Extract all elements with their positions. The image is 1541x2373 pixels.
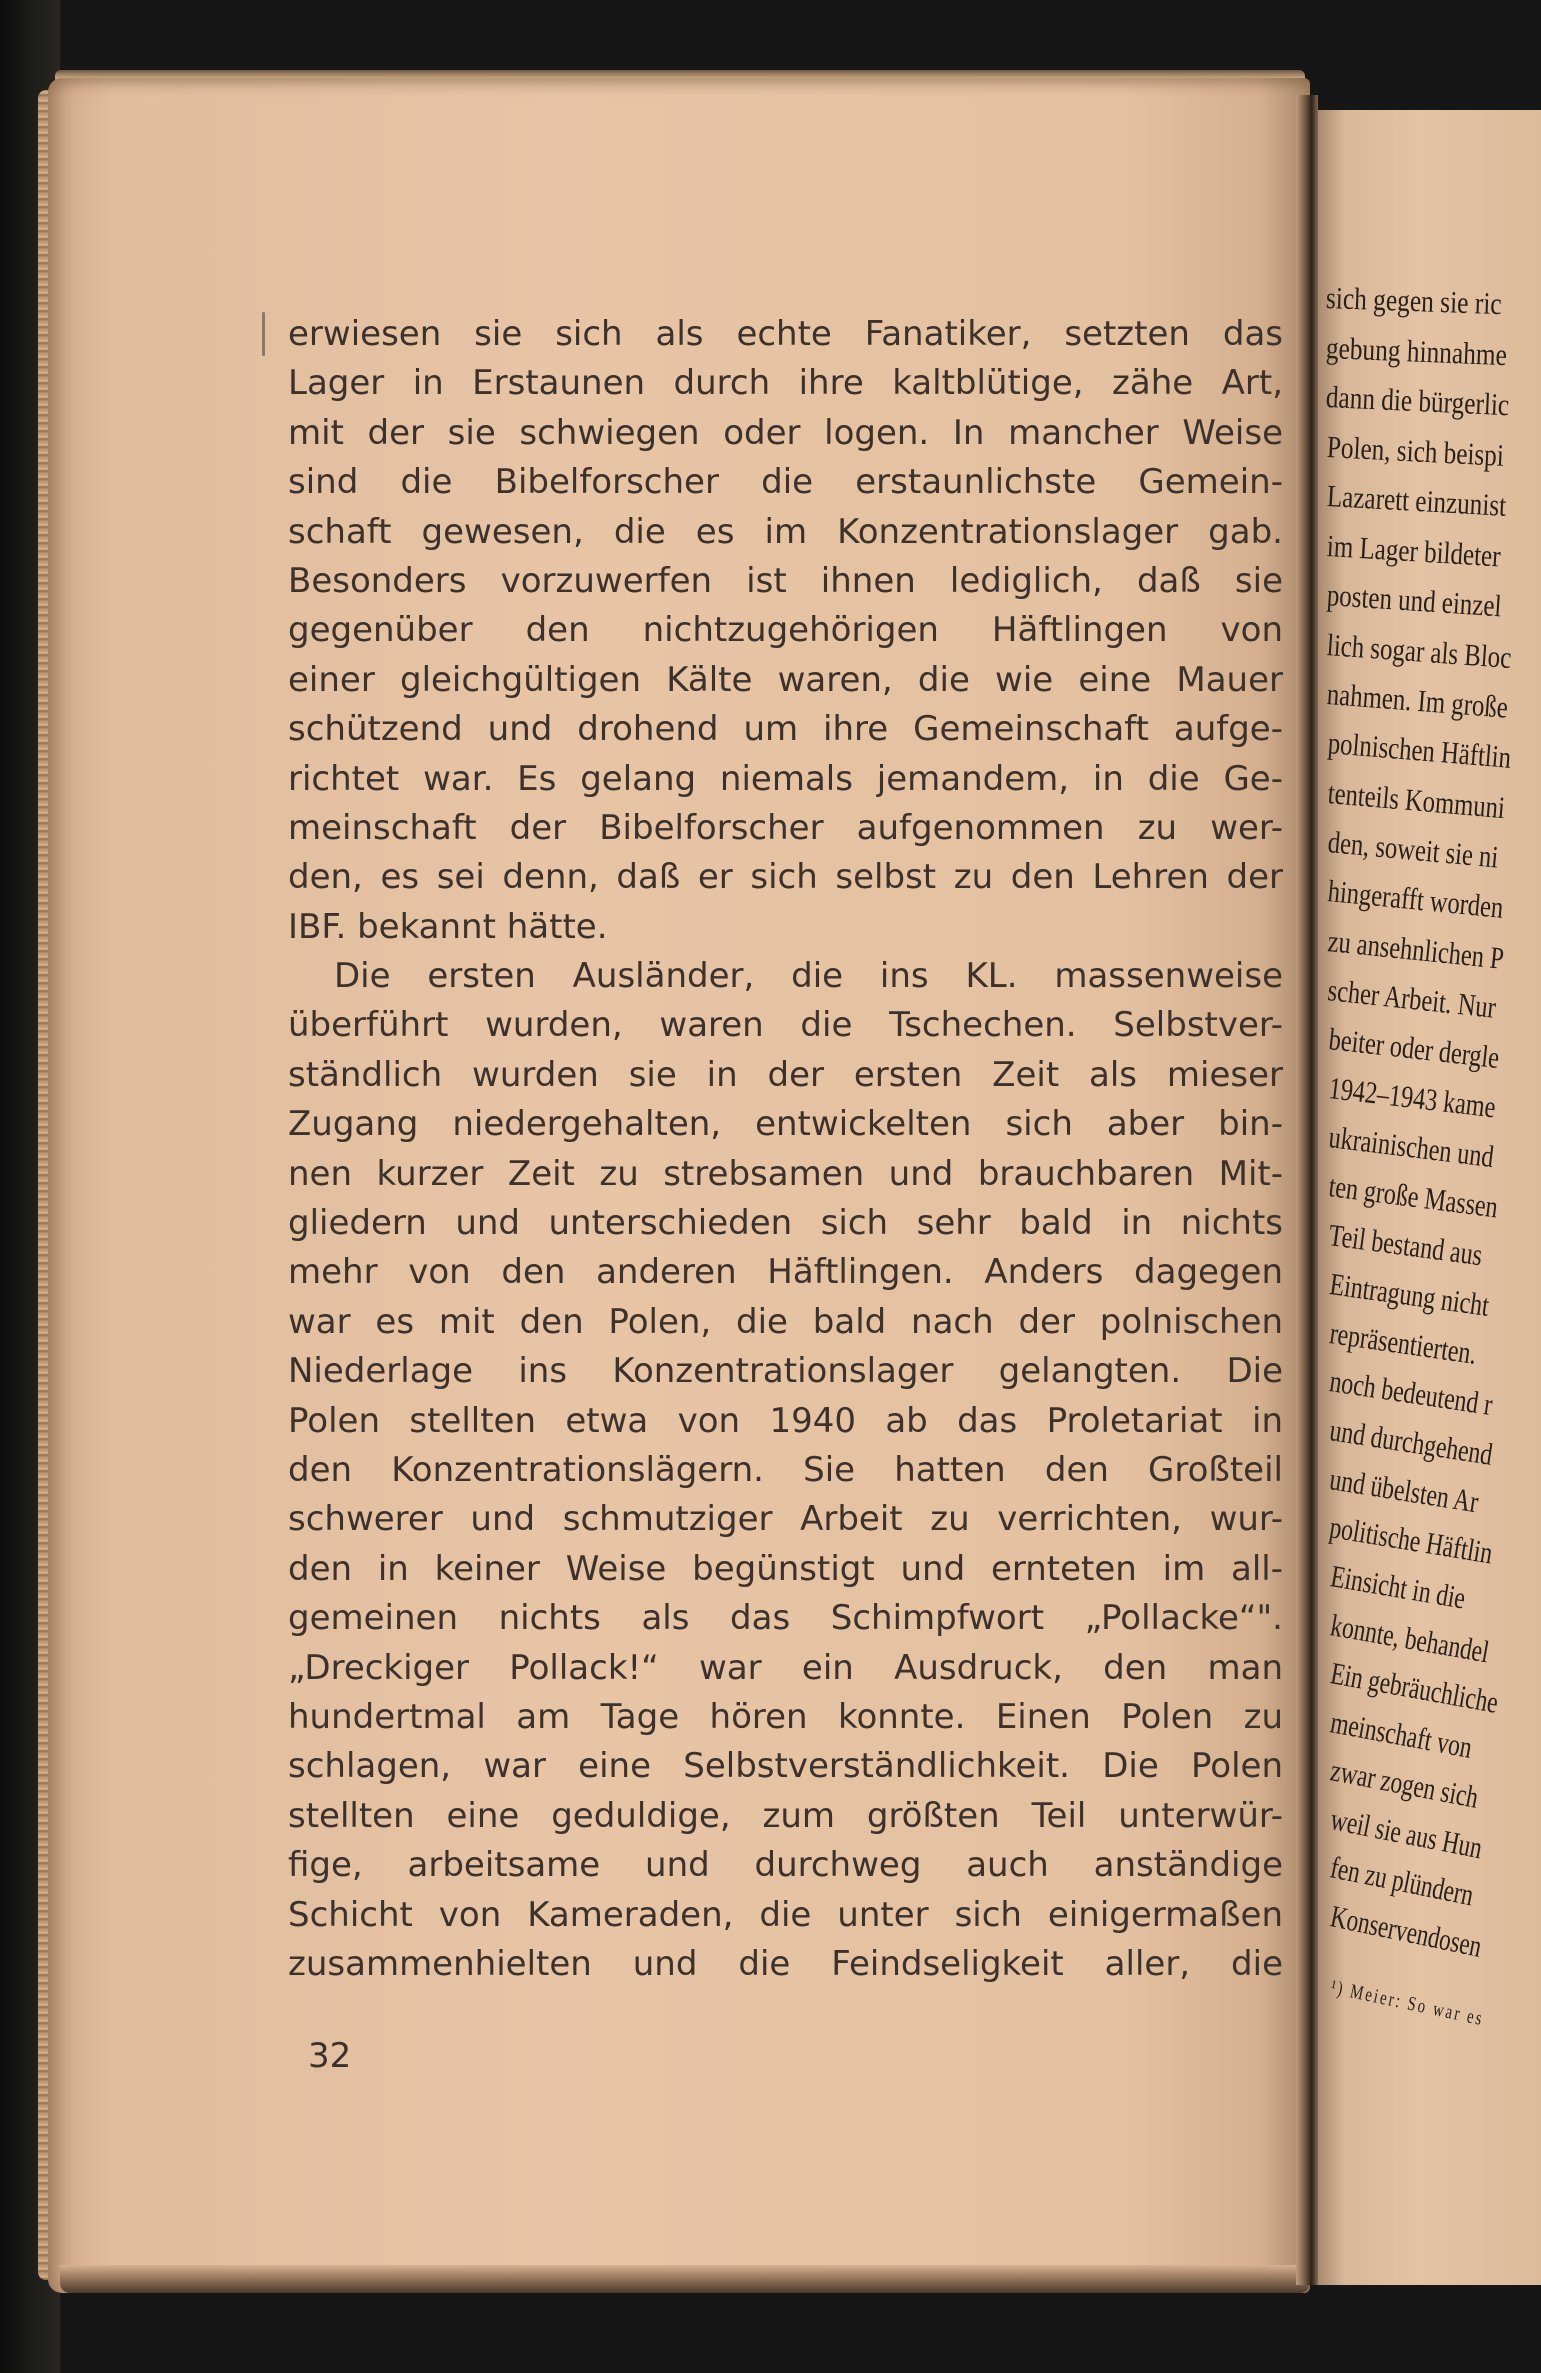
text-line: schützend und drohend um ihre Gemeinschaft aufge- [288, 709, 1283, 750]
right-page-text [1318, 110, 1541, 2285]
text-line: ten große Massen [1327, 1168, 1501, 1225]
text-line: repräsentierten. [1327, 1314, 1479, 1371]
text-line: Die ersten Ausländer, die ins KL. massenweise [334, 956, 1283, 997]
text-line: IBF. bekannt hätte. [288, 906, 608, 947]
text-line: ukrainischen und [1326, 1119, 1496, 1175]
text-line: war es mit den Polen, die bald nach der polnischen [288, 1301, 1283, 1342]
footnote-line: ¹) Meier: So war es [1328, 1976, 1487, 2031]
text-line: Konservendosen [1327, 1897, 1485, 1964]
text-line: und übelsten Ar [1327, 1461, 1482, 1520]
text-line: Polen stellten etwa von 1940 ab das Proletariat in [288, 1400, 1283, 1441]
text-line: „Dreckiger Pollack!“ war ein Ausdruck, den man [288, 1647, 1283, 1688]
text-line: fige, arbeitsame und durchweg auch anständige [288, 1845, 1283, 1886]
text-line: den Konzentrationslägern. Sie hatten den Großteil [288, 1449, 1283, 1490]
text-line: dann die bürgerlic [1325, 379, 1511, 423]
text-line: Lazarett einzunist [1325, 478, 1507, 524]
book-gutter [1296, 95, 1318, 2285]
text-line: Polen, sich beispi [1325, 428, 1505, 473]
text-line: im Lager bildeter [1325, 527, 1502, 574]
right-page [1318, 110, 1541, 2285]
text-line: nahmen. Im große [1326, 676, 1510, 725]
left-page-text [288, 310, 1283, 1989]
text-line: gliedern und unterschieden sich sehr bald in nichts [288, 1203, 1283, 1244]
text-line: einer gleichgültigen Kälte waren, die wie eine Mauer [288, 659, 1283, 700]
text-line: sich gegen sie ric [1325, 280, 1503, 322]
pencil-mark [262, 312, 265, 356]
text-line: den, es sei denn, daß er sich selbst zu den Lehren der [288, 857, 1283, 898]
text-line: beiter oder dergle [1326, 1021, 1501, 1075]
text-line: erwiesen sie sich als echte Fanatiker, setzten das [288, 314, 1283, 354]
text-line: nen kurzer Zeit zu strebsamen und brauchbaren Mit- [288, 1153, 1283, 1194]
text-line: Ein gebräuchliche [1327, 1655, 1501, 1720]
text-line: schaft gewesen, die es im Konzentrationslager gab. [288, 511, 1283, 552]
text-line: zu ansehnlichen P [1326, 922, 1506, 976]
text-line: den, soweit sie ni [1326, 824, 1500, 875]
text-line: politische Häftlin [1327, 1509, 1496, 1571]
text-line: sind die Bibelforscher die erstaunlichste Gemein- [288, 462, 1283, 503]
text-line: zusammenhielten und die Feindseligkeit aller, die [288, 1943, 1283, 1984]
text-line: stellten eine geduldige, zum größten Teil unterwür- [288, 1795, 1283, 1836]
text-line: ständlich wurden sie in der ersten Zeit als mieser [288, 1054, 1283, 1095]
text-line: schlagen, war eine Selbstverständlichkeit. Die Polen [288, 1746, 1283, 1787]
text-line: tenteils Kommuni [1326, 774, 1507, 826]
text-line: mehr von den anderen Häftlingen. Anders dagegen [288, 1252, 1283, 1293]
text-line: Niederlage ins Konzentrationslager gelangten. Die [288, 1351, 1283, 1392]
text-line: Zugang niedergehalten, entwickelten sich aber bin- [288, 1104, 1283, 1145]
text-line: weil sie aus Hun [1327, 1800, 1486, 1865]
text-line: mit der sie schwiegen oder logen. In mancher Weise [288, 412, 1283, 453]
text-line: polnischen Häftlin [1326, 725, 1513, 776]
text-line: den in keiner Weise begünstigt und ernteten im all- [288, 1548, 1283, 1589]
text-line: posten und einzel [1325, 577, 1503, 624]
text-line: meinschaft von [1327, 1703, 1476, 1765]
text-line: noch bedeutend r [1327, 1363, 1495, 1423]
text-line: meinschaft der Bibelforscher aufgenommen zu wer- [288, 807, 1283, 848]
text-line: 1942–1943 kame [1326, 1070, 1498, 1125]
text-line: gegenüber den nichtzugehörigen Häftlingen von [288, 610, 1283, 651]
book-bottom-edge [60, 2265, 1310, 2293]
page-number: 32 [308, 2036, 352, 2076]
text-line: scher Arbeit. Nur [1326, 971, 1499, 1025]
text-line: zwar zogen sich [1327, 1752, 1482, 1815]
text-line: und durchgehend [1327, 1412, 1496, 1472]
text-line: Teil bestand aus [1327, 1217, 1485, 1273]
text-line: Lager in Erstaunen durch ihre kaltblütige, zähe Art, [288, 363, 1283, 404]
text-line: gebung hinnahme [1325, 329, 1508, 372]
text-line: hundertmal am Tage hören konnte. Einen Polen zu [288, 1696, 1283, 1737]
text-line: schwerer und schmutziger Arbeit zu verrichten, wur- [288, 1499, 1283, 1540]
text-line: fen zu plündern [1327, 1849, 1477, 1913]
text-line: Eintragung nicht [1327, 1265, 1491, 1323]
text-line: richtet war. Es gelang niemals jemandem, in die Ge- [288, 758, 1283, 799]
text-line: Schicht von Kameraden, die unter sich einigermaßen [288, 1894, 1283, 1935]
text-line: gemeinen nichts als das Schimpfwort „Pollacke“". [288, 1598, 1283, 1639]
text-line: hingerafft worden [1326, 873, 1506, 926]
text-line: konnte, behandel [1327, 1606, 1492, 1669]
text-line: Besonders vorzuwerfen ist ihnen lediglich, daß sie [288, 560, 1283, 601]
text-line: überführt wurden, waren die Tschechen. Selbstver- [288, 1005, 1283, 1046]
text-line: lich sogar als Bloc [1326, 626, 1513, 675]
text-line: Einsicht in die [1327, 1558, 1468, 1616]
